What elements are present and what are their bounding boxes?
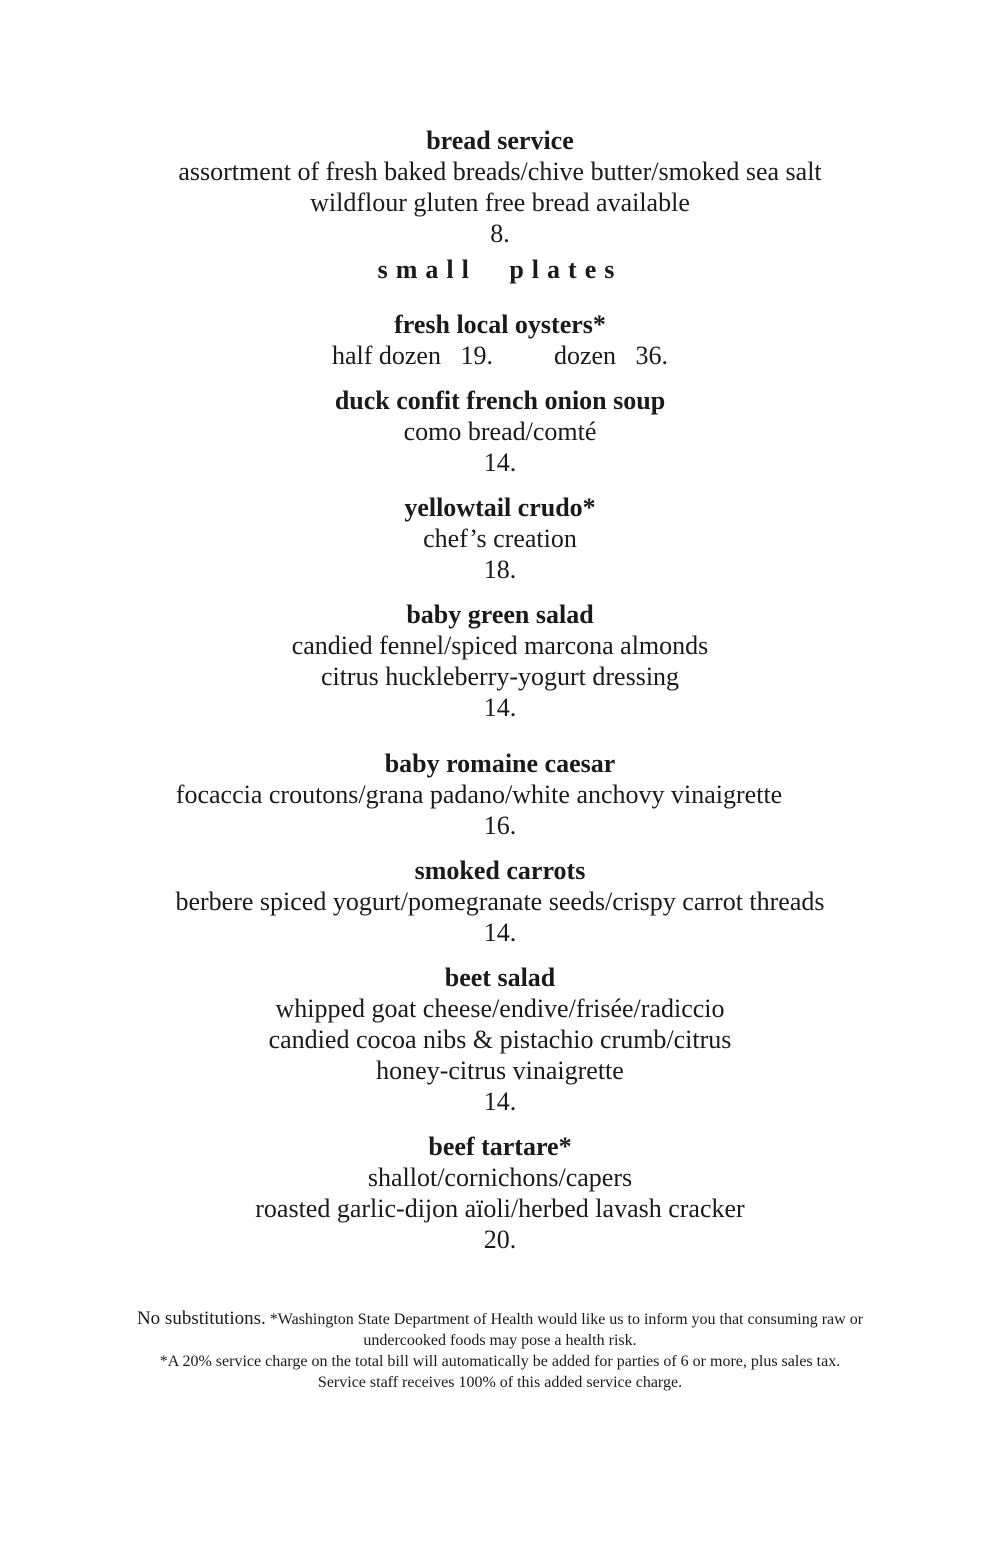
item-name: bread service [426,126,574,155]
item-name: duck confit french onion soup [334,386,666,415]
no-substitutions-note: No substitutions. [136,1308,266,1329]
item-description: honey-citrus vinaigrette [376,1056,624,1085]
half-dozen-label: half dozen [331,341,441,370]
item-description: focaccia croutons/grana padano/white anchovy vinaigrette [175,780,783,809]
health-notice-text: *Washington State Department of Health would like us to inform you that consuming raw or [269,1311,864,1328]
item-price: 18. [483,555,517,584]
item-price: 14. [483,693,517,722]
item-name: baby romaine caesar [384,749,616,778]
item-description: whipped goat cheese/endive/frisée/radiccio [275,994,725,1023]
menu-item-smoked-carrots [0,855,1000,948]
menu-footer [0,1308,1000,1393]
item-price: 8. [490,219,510,248]
health-notice-line-1 [0,1308,1000,1330]
section-title: small plates [377,255,623,284]
item-name: smoked carrots [414,856,586,885]
item-description: candied cocoa nibs & pistachio crumb/citrus [268,1025,732,1054]
menu-item-yellowtail-crudo [0,492,1000,585]
menu-item-baby-romaine-caesar [0,748,1000,841]
item-description: candied fennel/spiced marcona almonds [291,631,709,660]
item-name: beet salad [444,963,556,992]
health-notice-line-2: undercooked foods may pose a health risk. [363,1332,637,1349]
item-description: roasted garlic-dijon aïoli/herbed lavash cracker [255,1194,745,1223]
dozen-price: 36. [635,341,669,370]
menu [0,125,1000,1269]
item-price: 14. [483,918,517,947]
oyster-prices [0,340,1000,371]
menu-item-bread-service [0,125,1000,249]
service-charge-line-1: *A 20% service charge on the total bill will automatically be added for parties of 6 or more, plus sales tax. [159,1353,841,1370]
item-description: wildflour gluten free bread available [310,188,690,217]
item-price: 14. [483,448,517,477]
item-description: chef’s creation [423,524,577,553]
menu-item-baby-green-salad [0,599,1000,723]
item-name: baby green salad [406,600,594,629]
item-price: 20. [483,1225,517,1254]
item-description: como bread/comté [403,417,597,446]
half-dozen-price: 19. [460,341,493,370]
item-description: shallot/cornichons/capers [367,1163,633,1192]
menu-item-onion-soup [0,385,1000,478]
item-price: 14. [483,1087,517,1116]
menu-item-oysters [0,309,1000,371]
item-price: 16. [483,811,517,840]
item-name: beef tartare* [428,1132,572,1161]
item-description: berbere spiced yogurt/pomegranate seeds/crispy carrot threads [175,887,825,916]
item-description: citrus huckleberry-yogurt dressing [320,662,680,691]
item-description: assortment of fresh baked breads/chive butter/smoked sea salt [178,157,822,186]
dozen-label: dozen [553,341,617,370]
item-name: yellowtail crudo* [404,493,596,522]
menu-item-beet-salad [0,962,1000,1117]
service-charge-line-2: Service staff receives 100% of this added service charge. [317,1374,683,1391]
item-name: fresh local oysters* [394,310,606,339]
menu-item-beef-tartare [0,1131,1000,1255]
